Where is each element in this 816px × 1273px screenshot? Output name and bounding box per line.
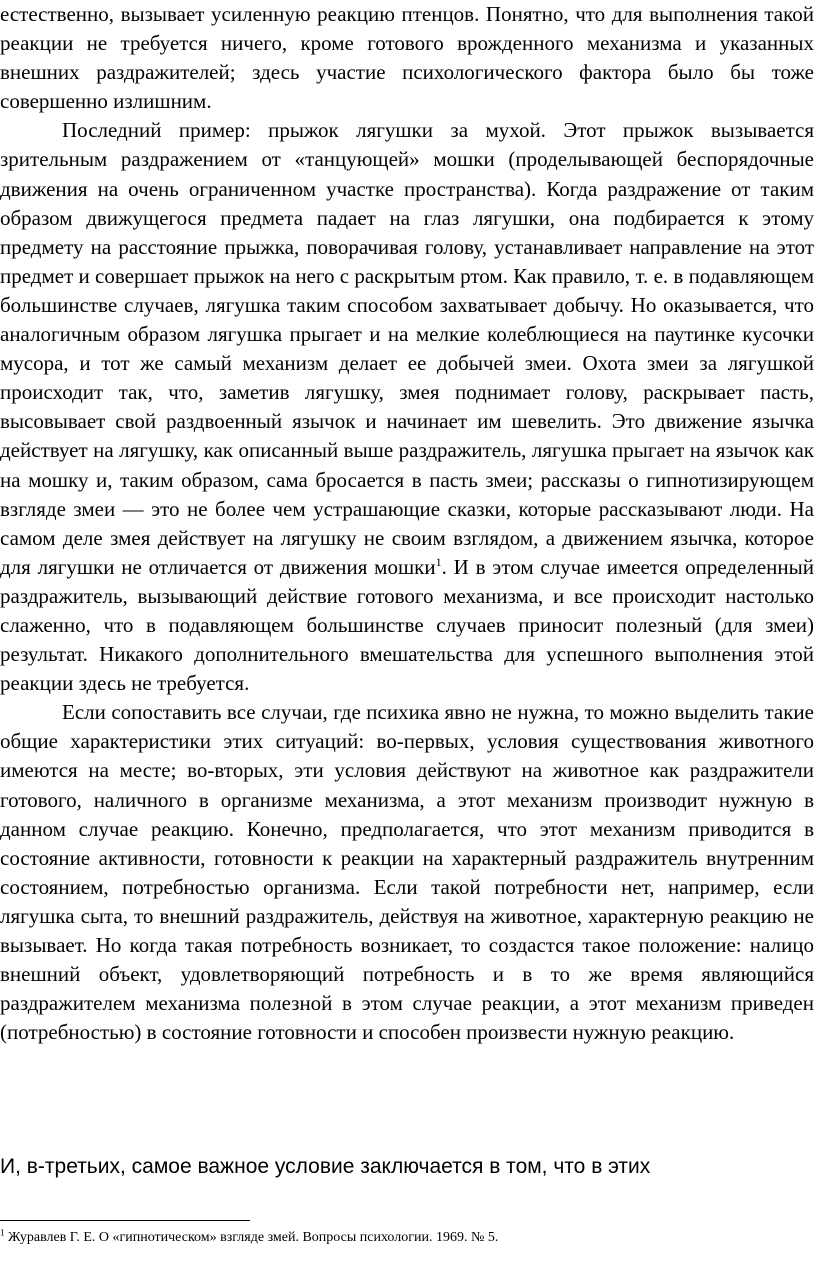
paragraph-2 (0, 116, 814, 698)
paragraph-2-part-b: . И в этом случае имеется определенный раздражитель, вызывающий действие готового механизма, и все происходит настолько слаженно, что в подавляющем большинстве случаев приносит полезный (для змеи) результат. Никакого дополнительного вмешательства для успешного выполнения этой реакции здесь не требуется. (0, 554, 814, 696)
paragraph-3: Если сопоставить все случаи, где психика явно не нужна, то можно выделить такие общие характеристики этих ситуаций: во-первых, условия существования животного имеются на месте; во-вторых, эти условия действуют на животное как раздражители готового, наличного в организме механизма, а этот механизм производит нужную в данном случае реакцию. Конечно, предполагается, что этот механизм приводится в состояние активности, готовности к реакции на характерный раздражитель внутренним состоянием, потребностью организма. Если такой потребности нет, например, если лягушка сыта, то внешний раздражитель, действуя на животное, характерную реакцию не вызывает. Но когда такая потребность возникает, то создастся такое положение: налицо внешний объект, удовлетворяющий потребность и в то же время являющийся раздражителем механизма полезной в этом случае реакции, а этот механизм приведен (потребностью) в состояние готовности и способен произвести нужную реакцию. (0, 700, 814, 1045)
footnote-reference[interactable]: 1 (435, 554, 442, 569)
paragraph-4-start: И, в-третьих, самое важное условие заключается в том, что в этих (0, 1155, 651, 1178)
footnote-divider (0, 1220, 250, 1221)
footnote-number: 1 (0, 1227, 5, 1238)
footnote-text: Журавлев Г. Е. О «гипнотическом» взгляде змей. Вопросы психологии. 1969. № 5. (4, 1230, 499, 1245)
footnote (0, 1229, 498, 1247)
paragraph-2-part-a: Последний пример: прыжок лягушки за мухой. Этот прыжок вызывается зрительным раздражением от «танцующей» мошки (проделывающей беспорядочные движения на очень ограниченном участке пространства). Когда раздражение от таким образом движущегося предмета падает на глаз лягушки, она подбирается к этому предмету на расстояние прыжка, поворачивая голову, устанавливает направление на этот предмет и совершает прыжок на него с раскрытым ртом. Как правило, т. е. в подавляющем большинстве случаев, лягушка таким способом захватывает добычу. Но оказывается, что аналогичным образом лягушка прыгает и на мелкие колеблющиеся на паутинке кусочки мусора, и тот же самый механизм делает ее добычей змеи. Охота змеи за лягушкой происходит так, что, заметив лягушку, змея поднимает голову, раскрывает пасть, высовывает свой раздвоенный язычок и начинает им шевелить. Это движение язычка действует на лягушку, как описанный выше раздражитель, лягушка прыгает на язычок как на мошку и, таким образом, сама бросается в пасть змеи; рассказы о гипнотизирующем взгляде змеи — это не более чем устрашающие сказки, которые рассказывают люди. На самом деле змея действует на лягушку не своим взглядом, а движением язычка, которое для лягушки не отличается от движения мошки (0, 118, 814, 579)
paragraph-1: естественно, вызывает усиленную реакцию птенцов. Понятно, что для выполнения такой реакции не требуется ничего, кроме готового врожденного механизма и указанных внешних раздражителей; здесь участие психологического фактора было бы тоже совершенно излишним. (0, 2, 814, 114)
